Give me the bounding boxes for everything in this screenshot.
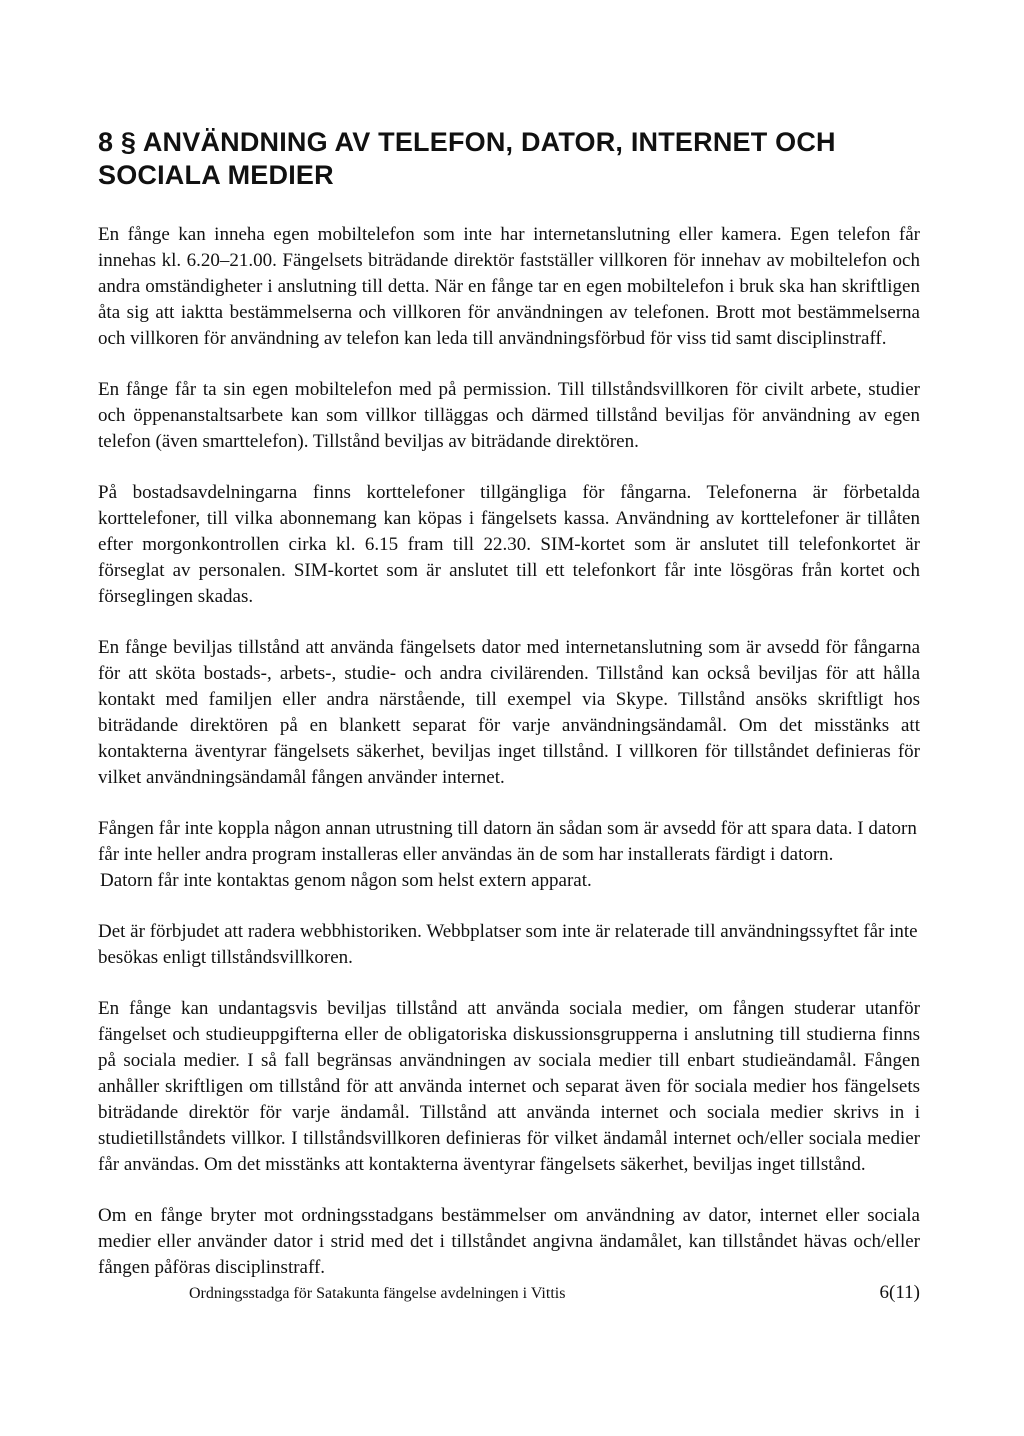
section-heading (98, 126, 920, 192)
section-heading-line-1: 8 § ANVÄNDNING AV TELEFON, DATOR, INTERNET OCH (98, 127, 836, 157)
paragraph-computer-internet: En fånge beviljas tillstånd att använda fängelsets dator med internetanslutning som är avsedd för fångarna för att sköta bostads-, arbets-, studie- och andra civilärenden. Tillstånd kan också beviljas för att hålla kontakt med familjen eller andra närstående, till exempel via Skype. Tillstånd ansöks skriftligt hos biträdande direktören på en blankett separat för varje användningsändamål. Om det misstänks att kontakterna äventyrar fängelsets säkerhet, beviljas inget tillstånd. I villkoren för tillståndet definieras för vilket användningsändamål fången använder internet. (98, 637, 920, 788)
footer-document-title: Ordningsstadga för Satakunta fängelse avdelningen i Vittis (189, 1285, 566, 1302)
document-page (98, 126, 920, 1306)
section-heading-line-2: SOCIALA MEDIER (98, 160, 334, 190)
paragraph-web-history: Det är förbjudet att radera webbhistoriken. Webbplatser som inte är relaterade till användningssyftet får inte besökas enligt tillståndsvillkoren. (98, 921, 918, 968)
paragraph-mobile-phone: En fånge kan inneha egen mobiltelefon som inte har internetanslutning eller kamera. Egen telefon får innehas kl. 6.20–21.00. Fängelsets biträdande direktör fastställer villkoren för innehav av mobiltelefon och andra omständigheter i anslutning till detta. När en fånge tar en egen mobiltelefon i bruk ska han skriftligen åta sig att iaktta bestämmelserna och villkoren för användningen av telefonen. Brott mot bestämmelserna och villkoren för användning av telefon kan leda till användningsförbud för viss tid samt disciplinstraff. (98, 224, 920, 349)
paragraph-card-phones: På bostadsavdelningarna finns korttelefoner tillgängliga för fångarna. Telefonerna är förbetalda korttelefoner, till vilka abonnemang kan köpas i fängelsets kassa. Användning av korttelefoner är tillåten efter morgonkontrollen cirka kl. 6.15 fram till 22.30. SIM-kortet som är anslutet till telefonkortet är förseglat av personalen. SIM-kortet som är anslutet till ett telefonkort får inte lösgöras från kortet och förseglingen skadas. (98, 482, 920, 607)
page-footer (189, 1282, 920, 1304)
paragraph-computer-equipment: Fången får inte koppla någon annan utrustning till datorn än sådan som är avsedd för att spara data. I datorn får inte heller andra program installeras eller användas än de som har installerats färdigt i datorn. (98, 818, 917, 865)
paragraph-external-device: Datorn får inte kontaktas genom någon som helst extern apparat. (100, 870, 592, 891)
paragraph-violations: Om en fånge bryter mot ordningsstadgans bestämmelser om användning av dator, internet eller sociala medier eller använder dator i strid med det i tillståndet angivna ändamålet, kan tillståndet hävas och/eller fången påföras disciplinstraff. (98, 1205, 920, 1278)
footer-page-number: 6(11) (879, 1282, 920, 1303)
paragraph-social-media: En fånge kan undantagsvis beviljas tillstånd att använda sociala medier, om fången studerar utanför fängelset och studieuppgifterna eller de obligatoriska diskussionsgrupperna i anslutning till studierna finns på sociala medier. I så fall begränsas användningen av sociala medier till enbart studieändamål. Fången anhåller skriftligen om tillstånd för att använda internet och separat även för sociala medier hos fängelsets biträdande direktör för varje ändamål. Tillstånd att använda internet och sociala medier skrivs in i studietillståndets villkor. I tillståndsvillkoren definieras för vilket ändamål internet och/eller sociala medier får användas. Om det misstänks att kontakterna äventyrar fängelsets säkerhet, beviljas inget tillstånd. (98, 998, 920, 1175)
paragraph-permission-phone: En fånge får ta sin egen mobiltelefon med på permission. Till tillståndsvillkoren för civilt arbete, studier och öppenanstaltsarbete kan som villkor tilläggas och därmed tillstånd beviljas för användning av egen telefon (även smarttelefon). Tillstånd beviljas av biträdande direktören. (98, 379, 920, 452)
